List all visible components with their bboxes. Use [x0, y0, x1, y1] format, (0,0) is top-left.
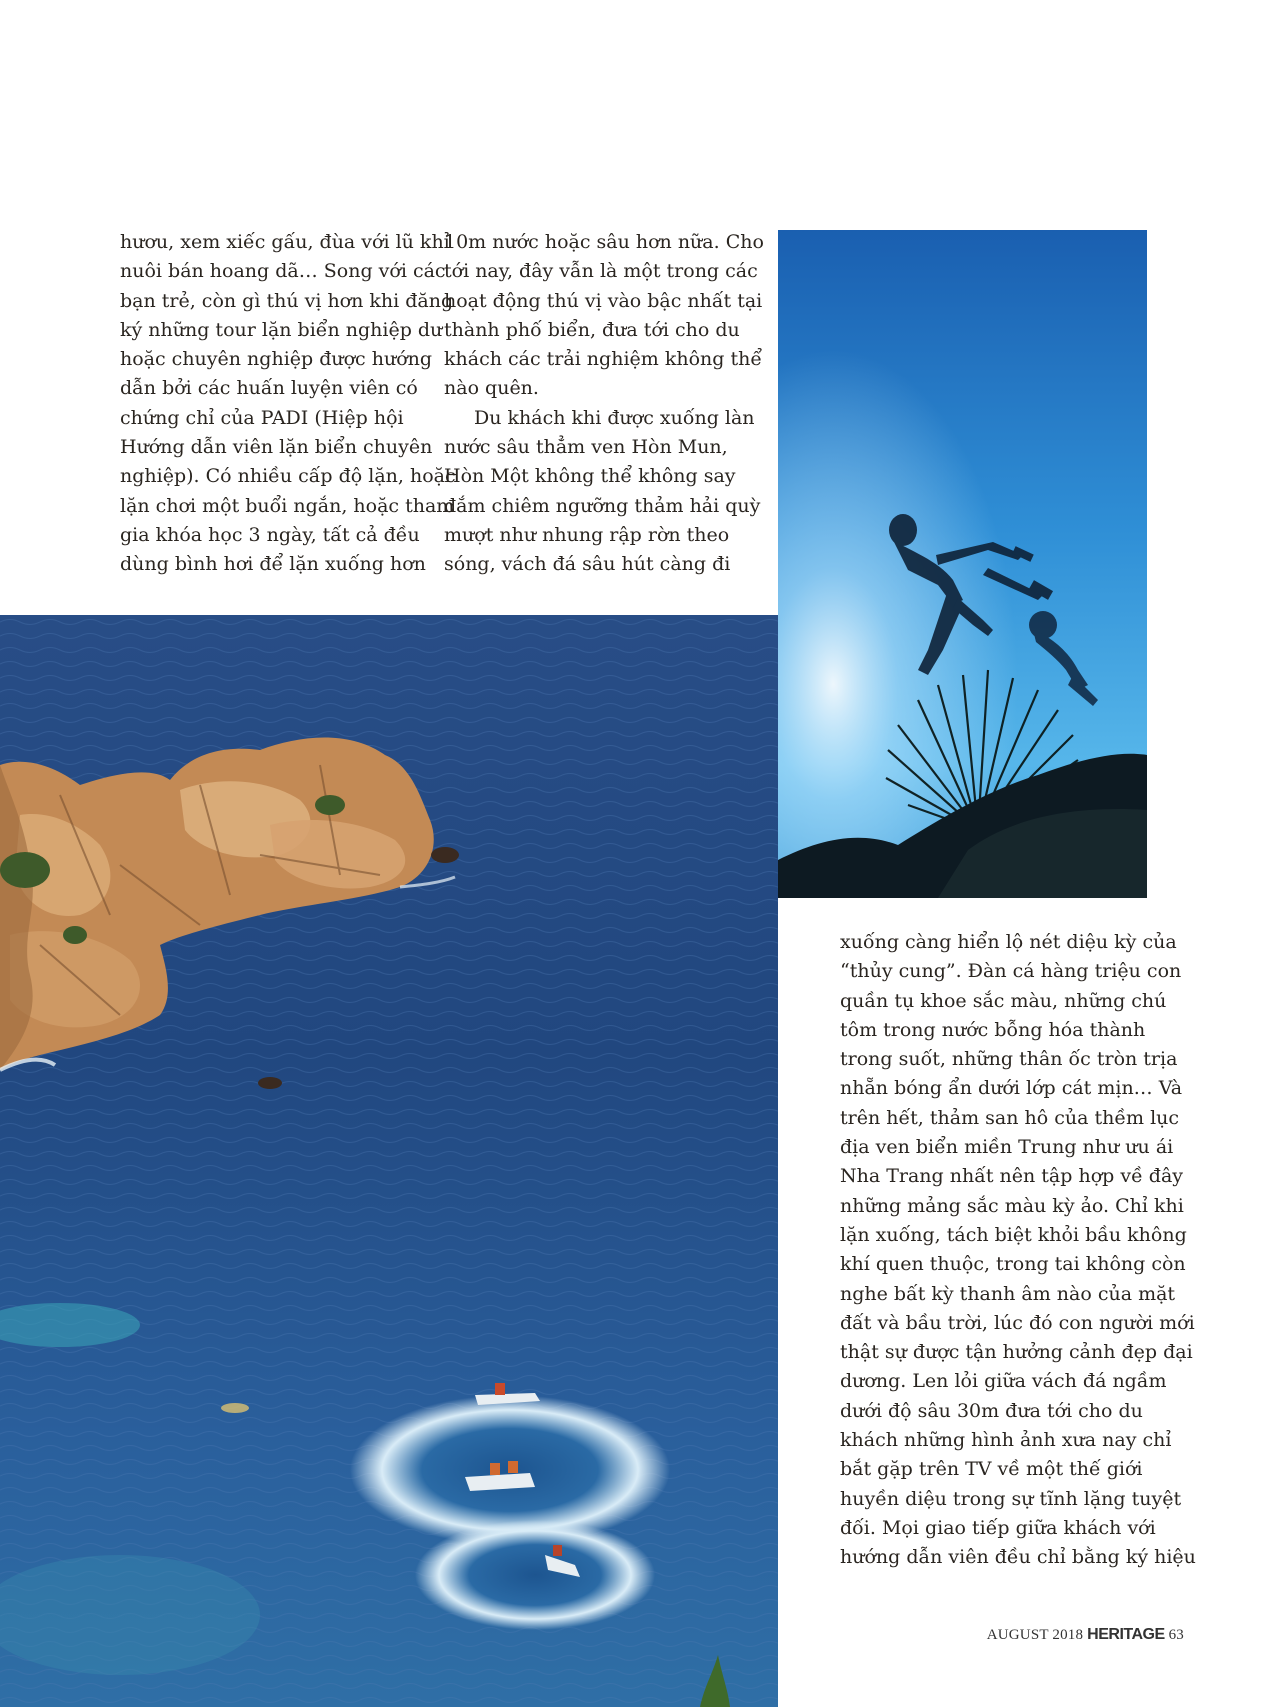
text-line: trên hết, thảm san hô của thềm lục — [840, 1106, 1180, 1129]
text-column-1 — [120, 228, 456, 580]
text-line: nghe bất kỳ thanh âm nào của mặt — [840, 1282, 1176, 1305]
text-line: nhẵn bóng ẩn dưới lớp cát mịn… Và — [840, 1077, 1183, 1100]
folio-page-number: 63 — [1168, 1627, 1184, 1643]
text-line: dưới độ sâu 30m đưa tới cho du — [840, 1399, 1143, 1422]
text-line: hoạt động thú vị vào bậc nhất tại — [444, 289, 763, 312]
text-line: Hướng dẫn viên lặn biển chuyên — [120, 436, 433, 459]
text-column-3 — [840, 928, 1196, 1573]
text-line: Du khách khi được xuống làn — [474, 406, 755, 429]
text-line: dùng bình hơi để lặn xuống hơn — [120, 553, 426, 576]
text-line: những mảng sắc màu kỳ ảo. Chỉ khi — [840, 1194, 1184, 1217]
text-line: mượt như nhung rập rờn theo — [444, 523, 730, 546]
text-line: bắt gặp trên TV về một thế giới — [840, 1458, 1143, 1481]
text-line: hướng dẫn viên đều chỉ bằng ký hiệu — [840, 1546, 1196, 1569]
text-line: nuôi bán hoang dã… Song với các — [120, 260, 446, 283]
text-line: Nha Trang nhất nên tập hợp về đây — [840, 1165, 1184, 1188]
text-line: quần tụ khoe sắc màu, những chú — [840, 989, 1167, 1012]
scuba-divers-icon — [778, 230, 1147, 898]
text-line: khí quen thuộc, trong tai không còn — [840, 1253, 1186, 1276]
text-line: khách những hình ảnh xưa nay chỉ — [840, 1429, 1172, 1452]
text-line: lặn chơi một buổi ngắn, hoặc tham — [120, 494, 455, 517]
text-line: 10m nước hoặc sâu hơn nữa. Cho — [444, 231, 764, 253]
text-column-2 — [444, 228, 764, 580]
text-line: thành phố biển, đưa tới cho du — [444, 318, 740, 341]
text-line: tôm trong nước bỗng hóa thành — [840, 1018, 1146, 1041]
text-line: đối. Mọi giao tiếp giữa khách với — [840, 1516, 1156, 1539]
text-line: nghiệp). Có nhiều cấp độ lặn, hoặc — [120, 465, 456, 488]
text-line: sóng, vách đá sâu hút càng đi — [444, 553, 731, 576]
text-line: khách các trải nghiệm không thể — [444, 348, 763, 371]
text-line: huyền diệu trong sự tĩnh lặng tuyệt — [840, 1487, 1182, 1510]
text-line: xuống càng hiển lộ nét diệu kỳ của — [840, 931, 1177, 953]
text-line: đắm chiêm ngưỡng thảm hải quỳ — [444, 494, 761, 517]
text-line: bạn trẻ, còn gì thú vị hơn khi đăng — [120, 289, 454, 312]
text-line: dẫn bởi các huấn luyện viên có — [120, 377, 418, 400]
coastal-rocks-sea-photo — [0, 615, 778, 1707]
text-line: ký những tour lặn biển nghiệp dư — [120, 318, 443, 341]
page-folio — [987, 1626, 1184, 1644]
text-line: địa ven biển miền Trung như ưu ái — [840, 1136, 1174, 1159]
folio-issue: AUGUST 2018 — [986, 1627, 1084, 1643]
text-line: thật sự được tận hưởng cảnh đẹp đại — [840, 1341, 1193, 1364]
text-line: hươu, xem xiếc gấu, đùa với lũ khỉ — [120, 231, 450, 253]
text-line: Hòn Một không thể không say — [444, 465, 736, 488]
scuba-divers-photo — [778, 230, 1147, 898]
text-line: lặn xuống, tách biệt khỏi bầu không — [840, 1223, 1187, 1246]
text-line: tới nay, đây vẫn là một trong các — [444, 260, 758, 283]
folio-magazine-name: HERITAGE — [1087, 1626, 1165, 1643]
text-line: trong suốt, những thân ốc tròn trịa — [840, 1048, 1178, 1071]
text-line: đất và bầu trời, lúc đó con người mới — [840, 1311, 1195, 1334]
text-line: nước sâu thẳm ven Hòn Mun, — [444, 436, 728, 459]
text-line: nào quên. — [444, 377, 539, 400]
text-line: “thủy cung”. Đàn cá hàng triệu con — [840, 960, 1182, 983]
text-line: gia khóa học 3 ngày, tất cả đều — [120, 523, 420, 546]
text-line: chứng chỉ của PADI (Hiệp hội — [120, 406, 404, 429]
text-line: hoặc chuyên nghiệp được hướng — [120, 348, 433, 371]
text-line: dương. Len lỏi giữa vách đá ngầm — [840, 1370, 1167, 1393]
coastal-rocks-sea-icon — [0, 615, 778, 1707]
